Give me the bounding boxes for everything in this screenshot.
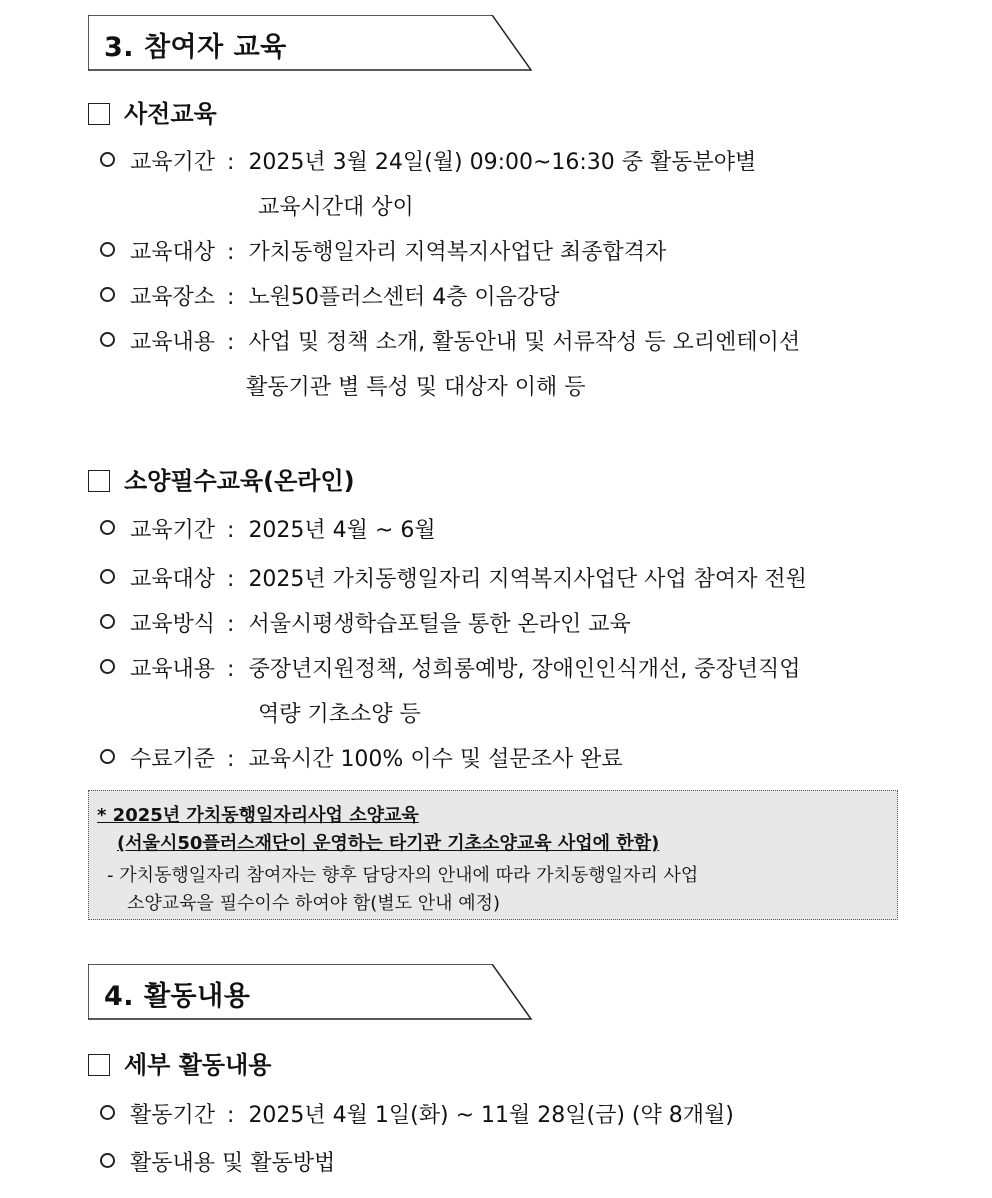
item-value: 2025년 4월 1일(화) ~ 11월 28일(금) (약 8개월) xyxy=(248,1103,734,1128)
checkbox-square-icon xyxy=(88,1054,110,1076)
circle-bullet-icon xyxy=(100,1153,115,1168)
circle-bullet-icon xyxy=(100,242,115,257)
list-item: 교육기간 : 2025년 4월 ~ 6월 xyxy=(100,513,436,543)
subheading-detail-activities xyxy=(88,1045,271,1077)
circle-bullet-icon xyxy=(100,152,115,167)
item-label: 활동기간 xyxy=(130,1103,216,1128)
list-item: 교육내용 : 사업 및 정책 소개, 활동안내 및 서류작성 등 오리엔테이션 xyxy=(100,325,800,355)
list-item: 교육내용 : 중장년지원정책, 성희롱예방, 장애인인식개선, 중장년직업 xyxy=(100,652,800,682)
circle-bullet-icon xyxy=(100,659,115,674)
list-item: 교육대상 : 가치동행일자리 지역복지사업단 최종합격자 xyxy=(100,235,666,265)
circle-bullet-icon xyxy=(100,287,115,302)
item-label: 교육기간 xyxy=(130,150,216,175)
section-3-header xyxy=(88,15,532,71)
item-label: 교육내용 xyxy=(130,657,216,682)
circle-bullet-icon xyxy=(100,749,115,764)
item-value: 2025년 3월 24일(월) 09:00~16:30 중 활동분야별 xyxy=(248,150,757,175)
item-label: 활동내용 및 활동방법 xyxy=(130,1151,336,1176)
subheading-text: 세부 활동내용 xyxy=(124,1051,272,1079)
item-value: 사업 및 정책 소개, 활동안내 및 서류작성 등 오리엔테이션 xyxy=(248,330,801,355)
item-value: 가치동행일자리 지역복지사업단 최종합격자 xyxy=(248,240,667,265)
note-box xyxy=(88,790,898,920)
item-continuation: 역량 기초소양 등 xyxy=(258,702,421,727)
note-line: (서울시50플러스재단이 운영하는 타기관 기초소양교육 사업에 한함) xyxy=(117,833,660,854)
item-continuation: 활동기관 별 특성 및 대상자 이해 등 xyxy=(246,375,586,400)
subheading-text: 사전교육 xyxy=(124,100,217,128)
item-label: 교육기간 xyxy=(130,518,216,543)
item-value: 중장년지원정책, 성희롱예방, 장애인인식개선, 중장년직업 xyxy=(248,657,801,682)
section-4-title: 4. 활동내용 xyxy=(104,981,251,1012)
item-value: 2025년 4월 ~ 6월 xyxy=(248,518,436,543)
item-label: 교육내용 xyxy=(130,330,216,355)
subheading-text: 소양필수교육(온라인) xyxy=(124,467,355,495)
list-item: 교육기간 : 2025년 3월 24일(월) 09:00~16:30 중 활동분야별 xyxy=(100,145,756,175)
item-value: 교육시간 100% 이수 및 설문조사 완료 xyxy=(248,747,623,772)
list-item: 활동기간 : 2025년 4월 1일(화) ~ 11월 28일(금) (약 8개월) xyxy=(100,1098,734,1128)
item-label: 교육방식 xyxy=(130,612,216,637)
item-continuation: 교육시간대 상이 xyxy=(258,195,414,220)
checkbox-square-icon xyxy=(88,470,110,492)
circle-bullet-icon xyxy=(100,569,115,584)
circle-bullet-icon xyxy=(100,520,115,535)
checkbox-square-icon xyxy=(88,103,110,125)
circle-bullet-icon xyxy=(100,1105,115,1120)
list-item: 수료기준 : 교육시간 100% 이수 및 설문조사 완료 xyxy=(100,742,623,772)
list-item: 교육장소 : 노원50플러스센터 4층 이음강당 xyxy=(100,280,559,310)
item-value: 노원50플러스센터 4층 이음강당 xyxy=(248,285,560,310)
item-label: 수료기준 xyxy=(130,747,216,772)
note-line: 소양교육을 필수이수 하여야 함(별도 안내 예정) xyxy=(127,893,501,914)
item-label: 교육장소 xyxy=(130,285,216,310)
item-value: 서울시평생학습포털을 통한 온라인 교육 xyxy=(248,612,631,637)
circle-bullet-icon xyxy=(100,614,115,629)
note-line: * 2025년 가치동행일자리사업 소양교육 xyxy=(97,805,419,826)
item-label: 교육대상 xyxy=(130,567,216,592)
list-item xyxy=(100,1146,335,1176)
item-label: 교육대상 xyxy=(130,240,216,265)
note-line: - 가치동행일자리 참여자는 향후 담당자의 안내에 따라 가치동행일자리 사업 xyxy=(107,865,699,886)
list-item: 교육대상 : 2025년 가치동행일자리 지역복지사업단 사업 참여자 전원 xyxy=(100,562,807,592)
section-3-title: 3. 참여자 교육 xyxy=(104,32,287,63)
circle-bullet-icon xyxy=(100,332,115,347)
subheading-pre-education xyxy=(88,94,217,126)
list-item: 교육방식 : 서울시평생학습포털을 통한 온라인 교육 xyxy=(100,607,631,637)
item-value: 2025년 가치동행일자리 지역복지사업단 사업 참여자 전원 xyxy=(248,567,807,592)
section-4-header xyxy=(88,964,532,1020)
subheading-online-education xyxy=(88,461,355,493)
